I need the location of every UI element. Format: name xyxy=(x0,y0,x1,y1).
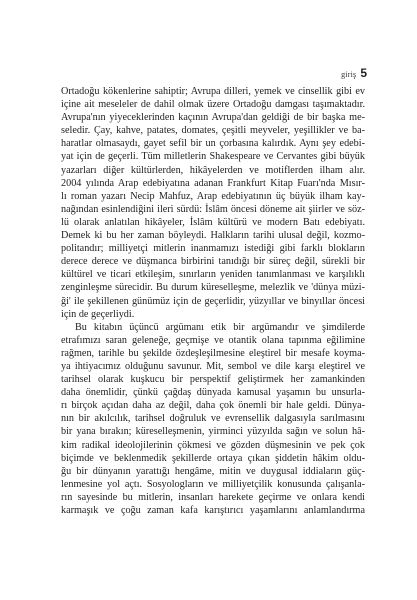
text-line: daha önemlidir, çünkü çağdaş dünyada kamusal yaşamın bu unsurla- xyxy=(61,387,365,399)
text-line: Ortadoğu kökenlerine sahiptir; Avrupa dilleri, yemek ve cinsellik gibi ev xyxy=(61,86,365,97)
text-line: zenginleşme sürecidir. Bu durum küreselleşme, melezlik ve 'dünya müzi- xyxy=(61,282,365,294)
text-line: rağmen, tarihle bu şekilde özdeşleşilmesine eleştirel bir mesafe koyma- xyxy=(61,347,365,359)
running-header xyxy=(341,66,367,80)
text-line: kültürel ve ticari etkileşim, sınırların yeniden tanımlanması ve karşılıklı xyxy=(61,269,365,281)
paragraph-2 xyxy=(61,321,365,517)
text-line: kim radikal ideolojilerinin çökmesi ve gözden düşmesinin ve pek çok xyxy=(61,439,365,451)
chapter-label: giriş xyxy=(341,70,357,79)
text-line: Bu kitabın üçüncü argümanı etik bir argümandır ve şimdilerde xyxy=(75,321,365,333)
text-line: ğu bir dünyanın yarattığı hengâme, mitin ve duygusal iddiaların güç- xyxy=(61,465,365,477)
text-line: haratlar olmasaydı, gayet sefil bir un çorbasına kalırdık. Aynı şey edebi- xyxy=(61,138,365,150)
text-line: lenmesine yol açtı. Sosyologların ve milliyetçilik konusunda çalışanla- xyxy=(61,478,365,490)
text-line: nın bir akılcılık, tarihsel doğruluk ve evrensellik dalgasıyla sarılmasını xyxy=(61,413,365,425)
text-line: seledir. Çay, kahve, patates, domates, çeşitli meyveler, yeşillikler ve ba- xyxy=(61,125,365,137)
text-line: tarihsel olarak kuşkucu bir perspektif geliştirmek her zamankinden xyxy=(61,374,365,386)
page-number: 5 xyxy=(360,66,367,80)
text-line: ya ihtiyacımız olduğunu savunur. Mit, sembol ve dile karşı eleştirel ve xyxy=(61,360,365,372)
text-line: lü olarak anlatılan hikâyeler, İslâm kültürü ve modern Batı edebiyatı. xyxy=(61,216,365,228)
text-line: bir yana bırakın; küreselleşmenin, yirminci yüzyılda sağın ve solun hâ- xyxy=(61,426,365,438)
text-line: yazarları diğer kültürlerden, hikâyelerden ve motiflerden ilham alır. xyxy=(61,164,365,176)
text-line: içine ait meseleler de dahil olmak üzere Ortadoğu damgası taşımaktadır. xyxy=(61,99,365,111)
paragraph-1 xyxy=(61,85,365,321)
text-line: biçimde ve beklenmedik şekillerde ortaya çıkan şiddetin hâkim oldu- xyxy=(61,452,365,464)
text-line: etrafımızı saran geleneğe, geçmişe ve otantik olana tapınma eğilimine xyxy=(61,334,365,346)
text-line: ği' ile şekillenen günümüz için de geçerlidir, yüzyıllar ve binyıllar öncesi xyxy=(61,295,365,307)
text-line: derece derece ve düşmanca birbirini tanıdığı bir süreç değil, sürekli bir xyxy=(61,256,365,268)
text-line: politandır; milliyetçi mitlerin inanmamızı istediği gibi farklı blokların xyxy=(61,243,365,255)
text-line: rı birçok açıdan daha az değil, daha çok önemli bir hale geldi. Dünya- xyxy=(61,400,365,412)
text-line: yat için de geçerli. Tüm milletlerin Shakespeare ve Cervantes gibi büyük xyxy=(61,151,365,163)
body-text xyxy=(61,85,365,517)
text-line: 2004 yılında Arap edebiyatına adanan Frankfurt Kitap Fuarı'nda Mısır- xyxy=(61,177,365,189)
text-line: rın sayesinde bu mitlerin, insanları harekete geçirme ve onlara kendi xyxy=(61,491,365,503)
text-line: nağından esinlendiğini ileri sürdü: İslâm öncesi döneme ait şiirler ve söz- xyxy=(61,203,365,215)
text-line: lı roman yazarı Necip Mahfuz, Arap edebiyatının üç büyük ilham kay- xyxy=(61,190,365,202)
text-line: Demek ki bu her zaman böyleydi. Halkların tarihi ulusal değil, kozmo- xyxy=(61,230,365,242)
text-line: Avrupa'nın yiyeceklerinden kaçının Avrupa'dan geldiği de bir başka me- xyxy=(61,112,365,124)
text-line: için de geçerliydi. xyxy=(61,308,135,320)
text-line: karmaşık ve çoğu zaman kafa karıştırıcı yaşamlarını anlamlandırma xyxy=(61,505,365,516)
